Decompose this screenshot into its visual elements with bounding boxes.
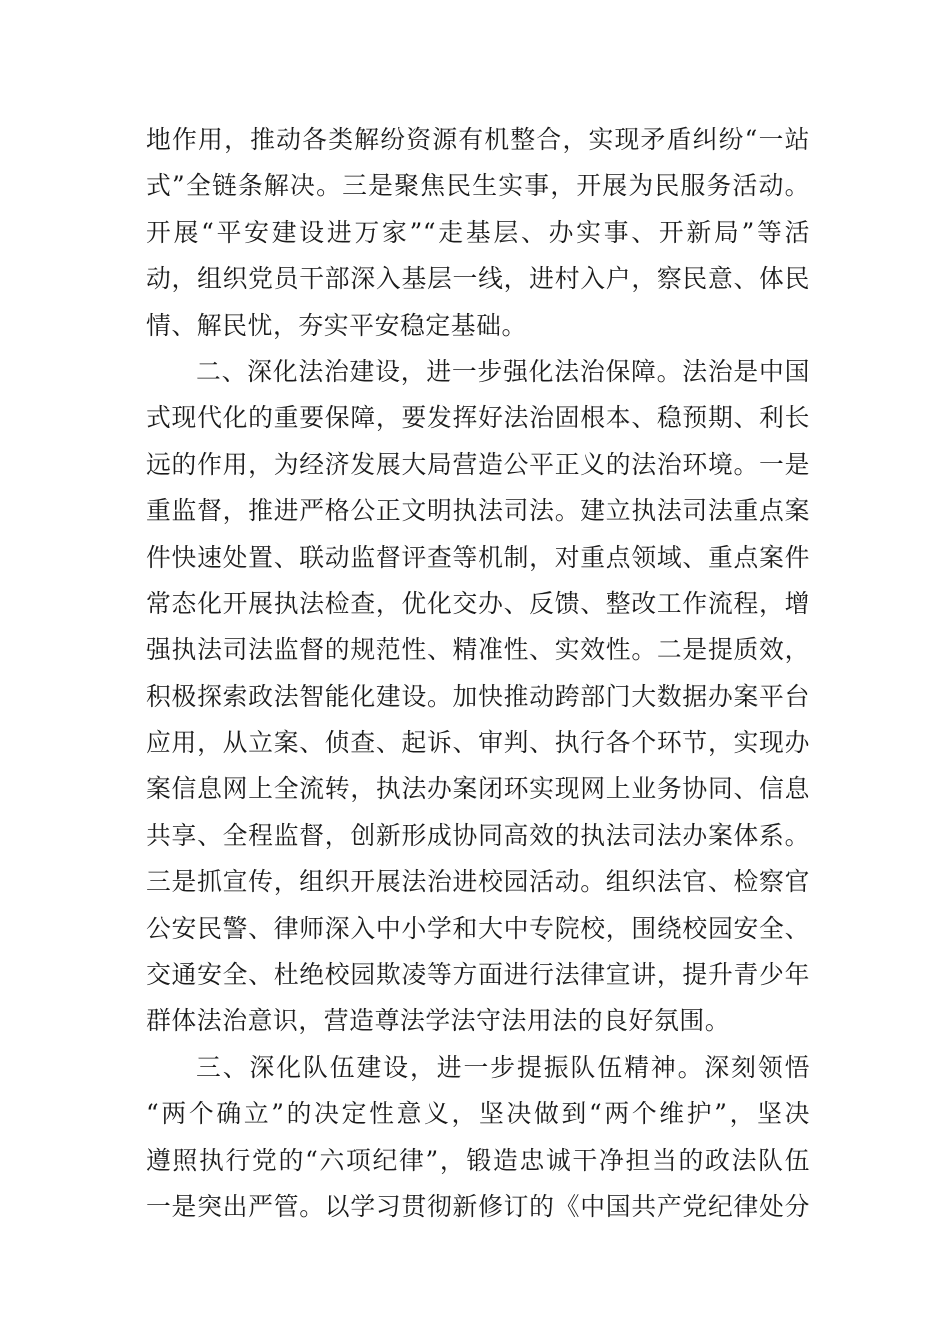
text-line: 式”全链条解决。三是聚焦民生实事，开展为民服务活动。 [146, 171, 810, 201]
text-line: 应用，从立案、侦查、起诉、审判、执行各个环节，实现办 [146, 728, 810, 758]
text-line: 共享、全程监督，创新形成协同高效的执法司法办案体系。 [146, 820, 810, 850]
text-line: 三是抓宣传，组织开展法治进校园活动。组织法官、检察官 [146, 867, 810, 897]
text-line: 远的作用，为经济发展大局营造公平正义的法治环境。一是 [146, 449, 810, 479]
text-line: 件快速处置、联动监督评查等机制，对重点领域、重点案件 [146, 542, 810, 572]
text-line: 积极探索政法智能化建设。加快推动跨部门大数据办案平台 [146, 681, 810, 711]
text-line: 动，组织党员干部深入基层一线，进村入户，察民意、体民 [146, 264, 810, 294]
text-line: 常态化开展执法检查，优化交办、反馈、整改工作流程，增 [146, 588, 810, 618]
text-line: 地作用，推动各类解纷资源有机整合，实现矛盾纠纷“一站 [146, 125, 810, 154]
text-line: 群体法治意识，营造尊法学法守法用法的良好氛围。 [146, 1006, 731, 1036]
text-line: “两个确立”的决定性意义，坚决做到“两个维护”，坚决 [146, 1099, 810, 1129]
text-line: 一是突出严管。以学习贯彻新修订的《中国共产党纪律处分 [146, 1191, 810, 1221]
text-line: 交通安全、杜绝校园欺凌等方面进行法律宣讲，提升青少年 [146, 960, 810, 990]
text-line: 情、解民忧，夯实平安稳定基础。 [146, 310, 527, 340]
text-line: 案信息网上全流转，执法办案闭环实现网上业务协同、信息 [146, 774, 810, 804]
text-line: 式现代化的重要保障，要发挥好法治固根本、稳预期、利长 [146, 403, 810, 433]
section-heading-line: 二、深化法治建设，进一步强化法治保障。法治是中国 [196, 356, 810, 386]
body-text [146, 117, 810, 1230]
text-line: 开展“平安建设进万家”“走基层、办实事、开新局”等活 [146, 217, 810, 247]
section-heading-line: 三、深化队伍建设，进一步提振队伍精神。深刻领悟 [196, 1052, 810, 1082]
text-line: 重监督，推进严格公正文明执法司法。建立执法司法重点案 [146, 496, 810, 526]
text-line: 强执法司法监督的规范性、精准性、实效性。二是提质效， [146, 635, 810, 665]
text-line: 遵照执行党的“六项纪律”，锻造忠诚干净担当的政法队伍 [146, 1145, 810, 1175]
text-line: 公安民警、律师深入中小学和大中专院校，围绕校园安全、 [146, 913, 810, 943]
